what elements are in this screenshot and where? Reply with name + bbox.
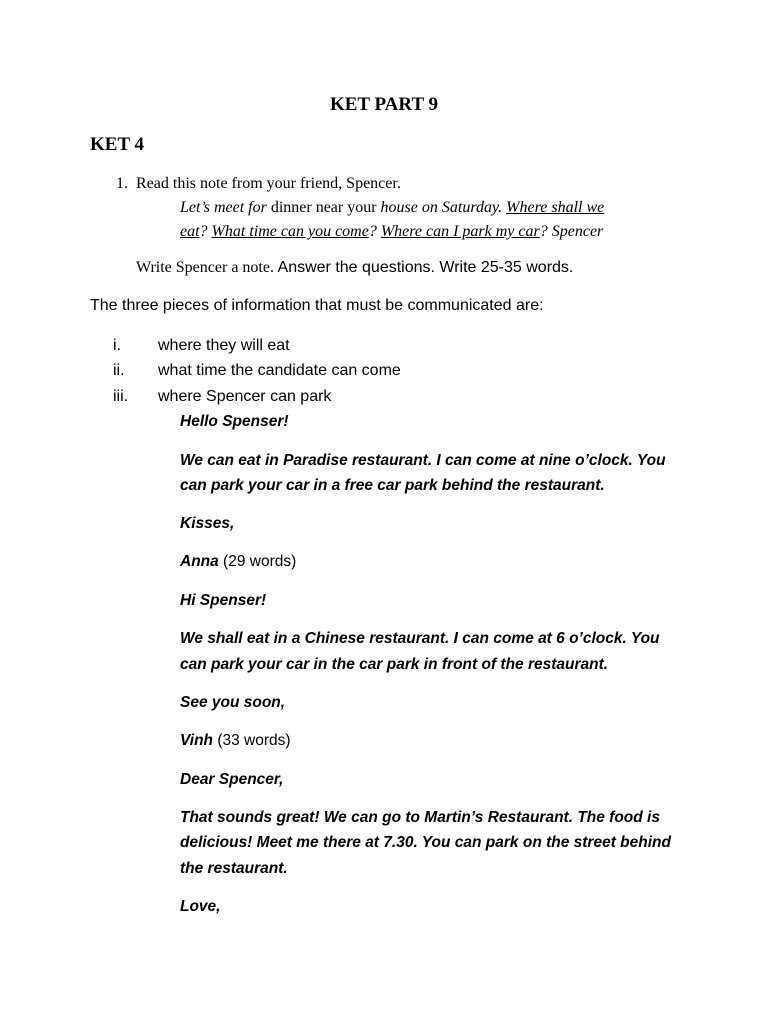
question-intro: Read this note from your friend, Spencer. bbox=[136, 175, 401, 192]
task-instruction-sans: Answer the questions. Write 25-35 words. bbox=[273, 259, 574, 276]
note-line-2-segment-5: Where can I park my car bbox=[380, 223, 540, 240]
answer3-greeting: Dear Spencer, bbox=[180, 771, 284, 788]
note-line-1-segment-4: Where shall we bbox=[506, 199, 605, 216]
answer2-signature bbox=[180, 732, 291, 750]
info-item-3: where Spencer can park bbox=[158, 388, 332, 405]
note-line-1 bbox=[180, 199, 604, 217]
note-line-2-segment-1: eat bbox=[180, 223, 200, 240]
answer2-greeting: Hi Spenser! bbox=[180, 592, 267, 609]
answer1-name: Anna bbox=[180, 553, 219, 570]
answer1-line-1: We can eat in Paradise restaurant. I can come at nine o’clock. You bbox=[180, 452, 666, 469]
document-title: KET PART 9 bbox=[329, 94, 439, 115]
note-line-1-segment-2: dinner near your bbox=[266, 199, 381, 216]
note-line-2-segment-4: ? bbox=[368, 223, 381, 240]
info-marker-3: iii. bbox=[113, 388, 129, 405]
answer1-line-2: can park your car in a free car park behind the restaurant. bbox=[180, 477, 605, 494]
note-line-1-segment-3: house on Saturday. bbox=[380, 199, 507, 216]
answer2-line-2: can park your car in the car park in front of the restaurant. bbox=[180, 656, 609, 673]
info-marker-2: ii. bbox=[113, 362, 125, 379]
answer3-closing: Love, bbox=[180, 898, 221, 915]
answer2-word-count: (33 words) bbox=[213, 732, 291, 749]
answer2-closing: See you soon, bbox=[180, 694, 286, 711]
answer2-name: Vinh bbox=[180, 732, 214, 749]
answer3-line-2: delicious! Meet me there at 7.30. You can park on the street behind bbox=[180, 834, 671, 851]
note-line-1-segment-1: Let’s meet for bbox=[180, 199, 267, 216]
section-heading: KET 4 bbox=[90, 134, 145, 155]
answer1-greeting: Hello Spenser! bbox=[180, 413, 289, 430]
task-instruction bbox=[136, 259, 573, 277]
answer1-word-count: (29 words) bbox=[218, 553, 297, 570]
answer3-line-1: That sounds great! We can go to Martin’s Restaurant. The food is bbox=[180, 809, 660, 826]
info-item-1: where they will eat bbox=[158, 337, 290, 354]
note-line-2-segment-3: What time can you come bbox=[211, 223, 369, 240]
answer2-line-1: We shall eat in a Chinese restaurant. I can come at 6 o’clock. You bbox=[180, 630, 660, 647]
info-intro: The three pieces of information that must be communicated are: bbox=[90, 297, 544, 314]
note-line-2 bbox=[180, 223, 603, 241]
info-item-2: what time the candidate can come bbox=[158, 362, 401, 379]
answer1-signature bbox=[180, 553, 296, 571]
task-instruction-serif: Write Spencer a note. bbox=[136, 259, 274, 276]
info-marker-1: i. bbox=[113, 337, 121, 354]
question-number: 1. bbox=[116, 175, 128, 192]
answer1-closing: Kisses, bbox=[180, 515, 235, 532]
note-line-2-segment-2: ? bbox=[199, 223, 212, 240]
answer3-line-3: the restaurant. bbox=[180, 860, 288, 877]
note-line-2-segment-6: ? Spencer bbox=[539, 223, 604, 240]
